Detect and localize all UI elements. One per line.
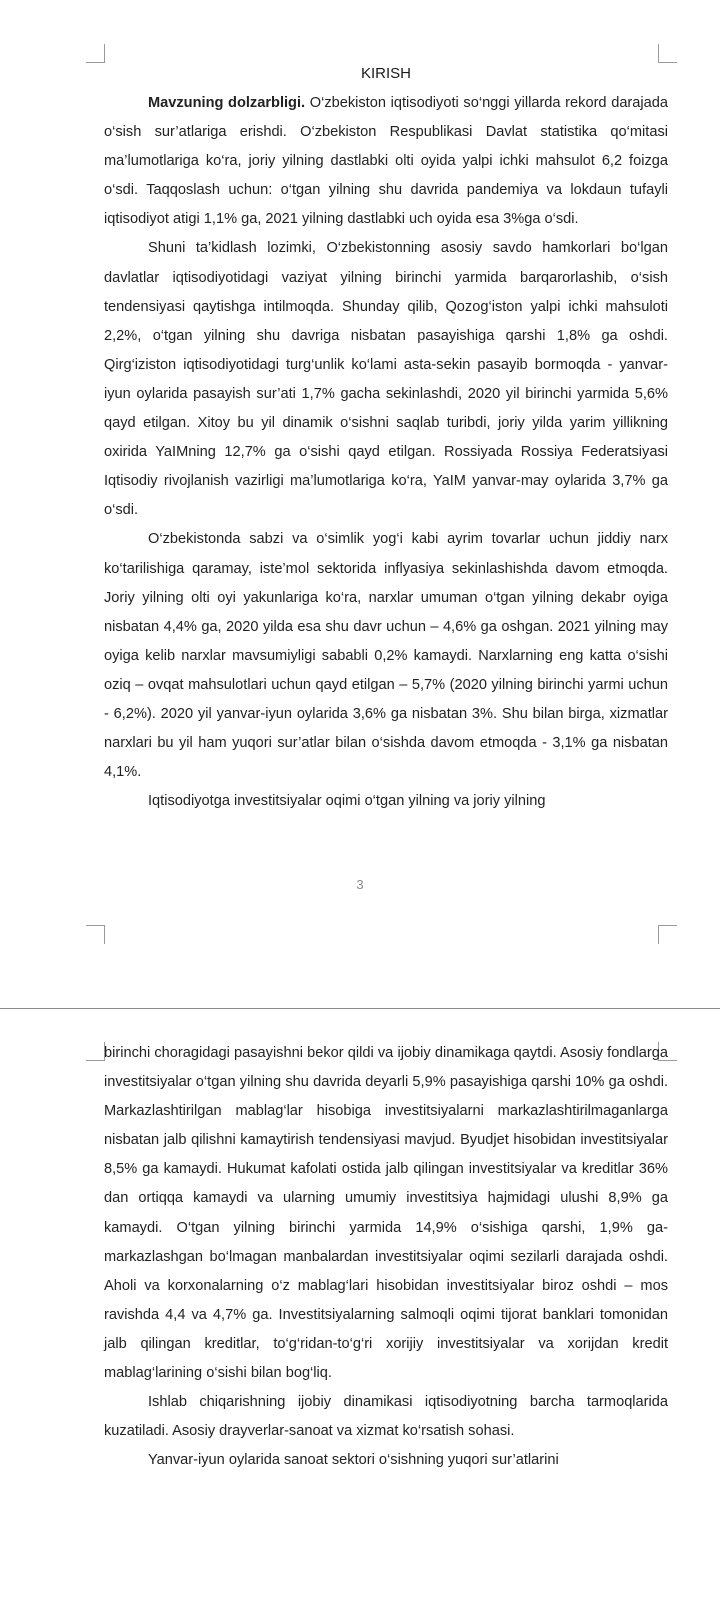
paragraph: Iqtisodiyotga investitsiyalar oqimi o‘tgan yilning va joriy yilning [148,793,546,810]
paragraph: Yanvar-iyun oylarida sanoat sektori o‘sishning yuqori sur’atlarini [148,1452,559,1469]
page-corner-marker [86,1042,105,1061]
document-page-2 [0,1012,720,1600]
section-heading: KIRISH [360,65,411,82]
page-separator [0,1008,720,1009]
page-2-body [104,1039,668,1475]
paragraph-lead: Mavzuning dolzarbligi. [148,95,306,111]
page-corner-marker [86,44,105,63]
paragraph: birinchi choragidagi pasayishni bekor qildi va ijobiy dinamikaga qaytdi. Asosiy fondlarga investitsiyalar o‘tgan yilning shu davrida deyarli 5,9% pasayishiga qarshi 10% ga oshdi. Markazlashtirilgan mablag‘lar hisobiga investitsiyalarni markazlashtirilmaganlarga nisbatan jalb qilishni kamaytirish tendensiyasi mavjud. Byudjet hisobidan investitsiyalar 8,5% ga kamaydi. Hukumat kafolati ostida jalb qilingan investitsiyalar va kreditlar 36% dan ortiqqa kamaydi va ularning umumiy investitsiya hajmidagi ulushi 8,9% ga kamaydi. O‘tgan yilning birinchi yarmida 14,9% o‘sishiga qarshi, 1,9% ga-markazlashgan bo‘lmagan manbalardan investitsiyalar oqimi sezilarli darajada oshdi. Aholi va korxonalarning o‘z mablag‘lari hisobidan investitsiyalar biroz oshdi – mos ravishda 4,4 va 4,7% ga. Investitsiyalarning salmoqli oqimi tijorat banklari tomonidan jalb qilingan kreditlar, to‘g‘ridan-to‘g‘ri xorijiy investitsiyalar va xorijdan kredit mablag‘larining o‘sishi bilan bog‘liq. [104,1045,668,1382]
page-1-body [104,60,668,816]
page-number: 3 [356,877,364,892]
paragraph: Shuni ta’kidlash lozimki, O‘zbekistonning asosiy savdo hamkorlari bo‘lgan davlatlar iqtisodiyotidagi vaziyat yilning birinchi yarmida barqarorlashib, o‘sish tendensiyasi qaytishga intilmoqda. Shunday qilib, Qozog‘iston yalpi ichki mahsuloti 2,2%, o‘tgan yilning shu davriga nisbatan pasayishiga qarshi 1,8% ga oshdi. Qirg‘iziston iqtisodiyotidagi turg‘unlik ko‘lami asta-sekin pasayib bormoqda - yanvar-iyun oylarida pasayish sur’ati 1,7% gacha sekinlashdi, 2020 yil birinchi yarmida 5,6% qayd etilgan. Xitoy bu yil dinamik o‘sishni saqlab turibdi, joriy yilda yarim yillikning oxirida YaIMning 12,7% ga o‘sishi qayd etilgan. Rossiyada Rossiya Federatsiyasi Iqtisodiy rivojlanish vazirligi ma’lumotlariga ko‘ra, YaIM yanvar-may oylarida 3,7% ga o‘sdi. [104,240,668,519]
paragraph: Ishlab chiqarishning ijobiy dinamikasi iqtisodiyotning barcha tarmoqlarida kuzatiladi. Asosiy drayverlar-sanoat va xizmat ko‘rsatish sohasi. [104,1394,668,1440]
page-corner-marker [86,925,105,944]
page-corner-marker [658,925,677,944]
paragraph-text: O‘zbekiston iqtisodiyoti so‘nggi yillarda rekord darajada o‘sish sur’atlariga erishdi. O‘zbekiston Respublikasi Davlat statistika qo‘mitasi ma’lumotlariga ko‘ra, joriy yilning dastlabki olti oyida yalpi ichki mahsulot 6,2 foizga o‘sdi. Taqqoslash uchun: o‘tgan yilning shu davrida pandemiya va lokdaun tufayli iqtisodiyot atigi 1,1% ga, 2021 yilning dastlabki uch oyida esa 3%ga o‘sdi. [104,95,668,228]
paragraph [104,89,668,234]
paragraph: O‘zbekistonda sabzi va o‘simlik yog‘i kabi ayrim tovarlar uchun jiddiy narx ko‘tarilishiga qaramay, iste’mol sektorida inflyasiya sekinlashishda davom etmoqda. Joriy yilning olti oyi yakunlariga ko‘ra, narxlar umuman o‘tgan yilning dekabr oyiga nisbatan 4,4% ga, 2020 yilda esa shu davr uchun – 4,6% ga oshgan. 2021 yilning may oyiga kelib narxlar mavsumiyligi sababli 0,2% kamaydi. Narxlarning eng katta o‘sishi oziq – ovqat mahsulotlari uchun qayd etilgan – 5,7% (2020 yilning birinchi yarmi uchun - 6,2%). 2020 yil yanvar-iyun oylarida 3,6% ga nisbatan 3%. Shu bilan birga, xizmatlar narxlari bu yil ham yuqori sur’atlar bilan o‘sishda davom etmoqda - 3,1% ga nisbatan 4,1%. [104,531,668,781]
